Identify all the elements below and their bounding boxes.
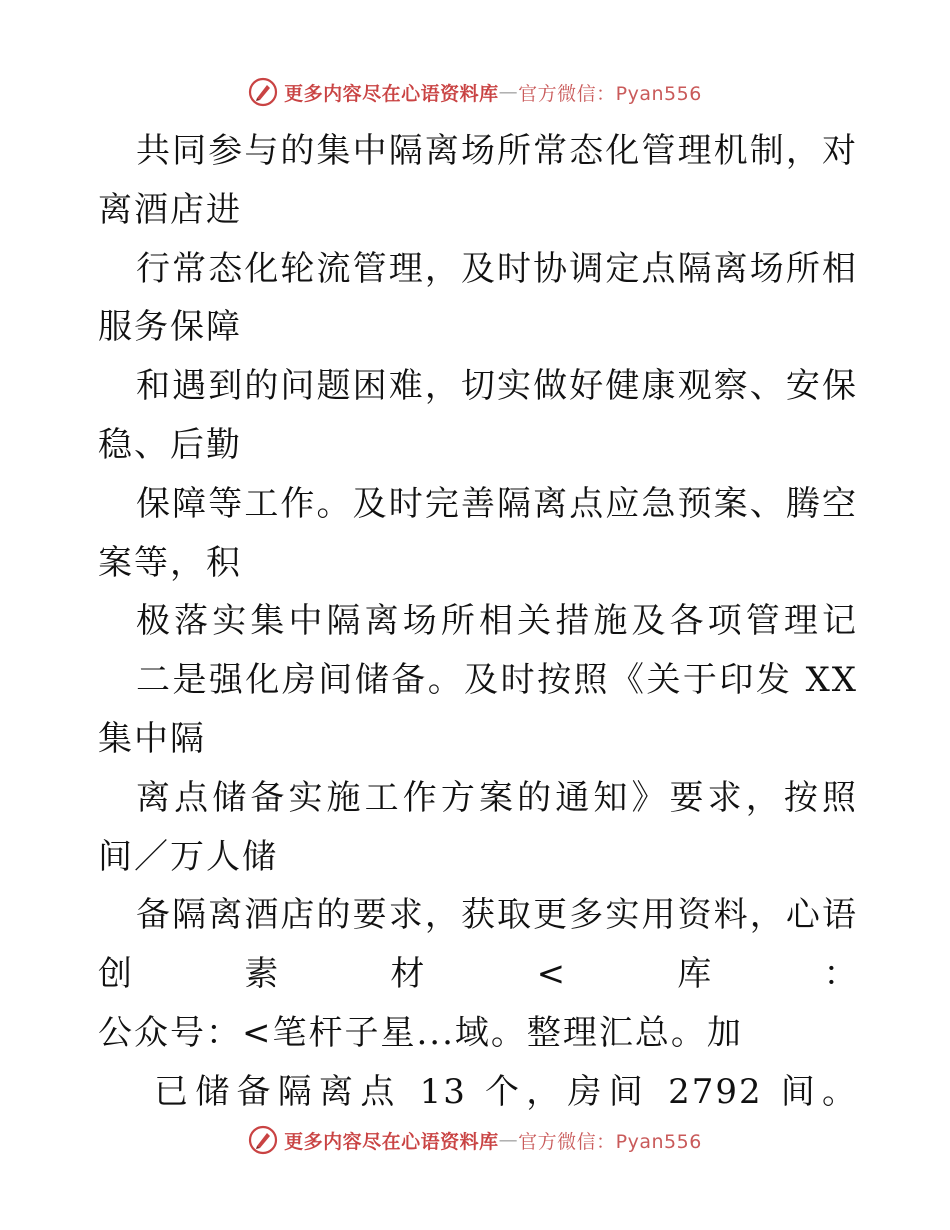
body-line-7: 保障等工作。及时完善隔离点应急预案、腾空 <box>136 483 858 524</box>
body-line-12: 离点储备实施工作方案的通知》要求，按照 <box>136 777 858 818</box>
body-line-17: 已储备隔离点 13 个，房间 2792 间。 <box>154 1071 858 1112</box>
body-line-13: 间／万人储 <box>98 836 278 877</box>
pen-logo-icon <box>248 1125 278 1155</box>
body-line-6: 稳、后勤 <box>98 424 242 465</box>
body-line-15: 创素材<库： <box>98 954 858 995</box>
body-line-2: 离酒店进 <box>98 189 242 230</box>
body-line-16: 公众号：<笔杆子星...域。整理汇总。加 <box>98 1012 743 1053</box>
body-line-4: 服务保障 <box>98 307 242 348</box>
body-line-8: 案等，积 <box>98 542 242 583</box>
watermark-contact: 官方微信：Pyan556 <box>518 1130 702 1153</box>
watermark-brand: 更多内容尽在心语资料库 <box>284 82 499 105</box>
body-line-1: 共同参与的集中隔离场所常态化管理机制，对 <box>136 131 858 171</box>
watermark-dash: — <box>498 81 519 103</box>
body-line-11: 集中隔 <box>98 718 206 759</box>
document-body <box>98 122 858 1122</box>
body-line-9: 极落实集中隔离场所相关措施及各项管理记 <box>136 601 858 642</box>
pen-logo-icon <box>248 77 278 107</box>
body-line-5: 和遇到的问题困难，切实做好健康观察、安保 <box>136 366 858 407</box>
watermark-header <box>0 72 950 112</box>
watermark-dash: — <box>498 1129 519 1151</box>
watermark-contact: 官方微信：Pyan556 <box>518 82 702 105</box>
body-line-3: 行常态化轮流管理，及时协调定点隔离场所相 <box>136 248 858 289</box>
body-line-14: 备隔离酒店的要求，获取更多实用资料，心语 <box>136 895 858 936</box>
body-line-10: 二是强化房间储备。及时按照《关于印发 XX <box>136 660 858 701</box>
watermark-brand: 更多内容尽在心语资料库 <box>284 1130 499 1153</box>
watermark-footer <box>0 1120 950 1160</box>
